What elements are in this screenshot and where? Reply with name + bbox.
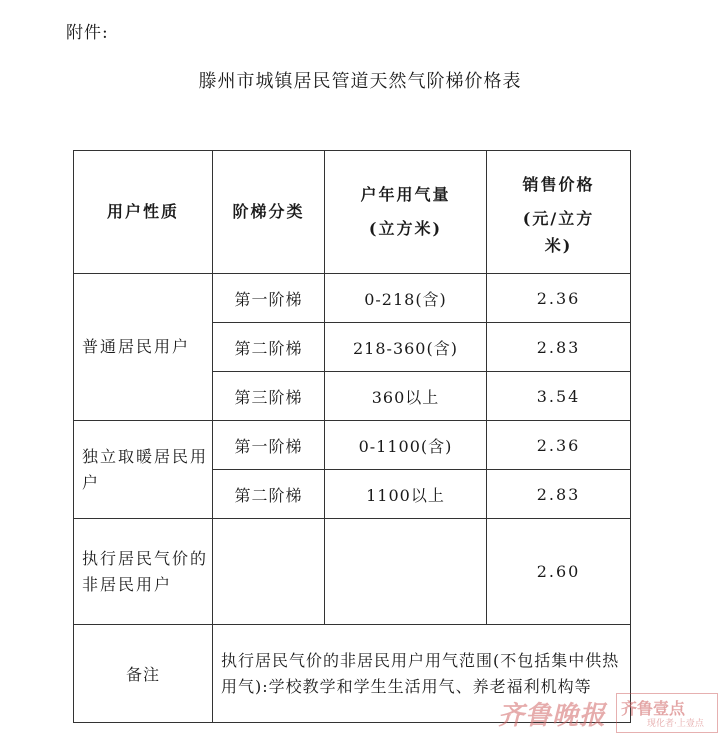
price-cell: 2.83: [487, 470, 631, 519]
document-title: 滕州市城镇居民管道天然气阶梯价格表: [198, 71, 522, 92]
volume-cell: 218-360(含): [325, 323, 487, 372]
group-non-resident-name: 执行居民气价的非居民用户: [74, 519, 213, 625]
header-volume: 户年用气量 (立方米): [325, 151, 487, 274]
table-row: [74, 274, 631, 323]
gas-price-table: [73, 150, 631, 723]
price-cell: 2.60: [487, 519, 631, 625]
volume-cell: [325, 519, 487, 625]
price-cell: 2.83: [487, 323, 631, 372]
tier-cell: 第二阶梯: [213, 323, 325, 372]
header-user-type: 用户性质: [74, 151, 213, 274]
table-header-row: [74, 151, 631, 274]
remark-label: 备注: [74, 625, 213, 723]
volume-cell: 0-1100(含): [325, 421, 487, 470]
tier-cell: 第一阶梯: [213, 421, 325, 470]
price-cell: 2.36: [487, 274, 631, 323]
tier-cell: 第一阶梯: [213, 274, 325, 323]
newspaper-watermark: [498, 693, 720, 733]
group-heating-name: 独立取暖居民用户: [74, 421, 213, 519]
attachment-label: 附件:: [66, 23, 109, 43]
tier-cell: 第二阶梯: [213, 470, 325, 519]
watermark-left-text: 齐鲁晚报: [498, 701, 607, 731]
header-tier: 阶梯分类: [213, 151, 325, 274]
price-cell: 2.36: [487, 421, 631, 470]
tier-cell: [213, 519, 325, 625]
tier-cell: 第三阶梯: [213, 372, 325, 421]
table-row: [74, 519, 631, 625]
watermark-logo-text: 齐鲁壹点: [621, 699, 686, 718]
header-price: 销售价格 (元/立方 米): [487, 151, 631, 274]
remark-text: 执行居民气价的非居民用户用气范围(不包括集中供热用气):学校教学和学生生活用气、养老福利机构等: [213, 625, 631, 723]
watermark-logo-box: [616, 693, 718, 733]
watermark-logo-subtext: 现化者·上壹点: [647, 719, 704, 729]
price-cell: 3.54: [487, 372, 631, 421]
volume-cell: 1100以上: [325, 470, 487, 519]
group-ordinary-name: 普通居民用户: [74, 274, 213, 421]
volume-cell: 360以上: [325, 372, 487, 421]
table-row: [74, 421, 631, 470]
volume-cell: 0-218(含): [325, 274, 487, 323]
